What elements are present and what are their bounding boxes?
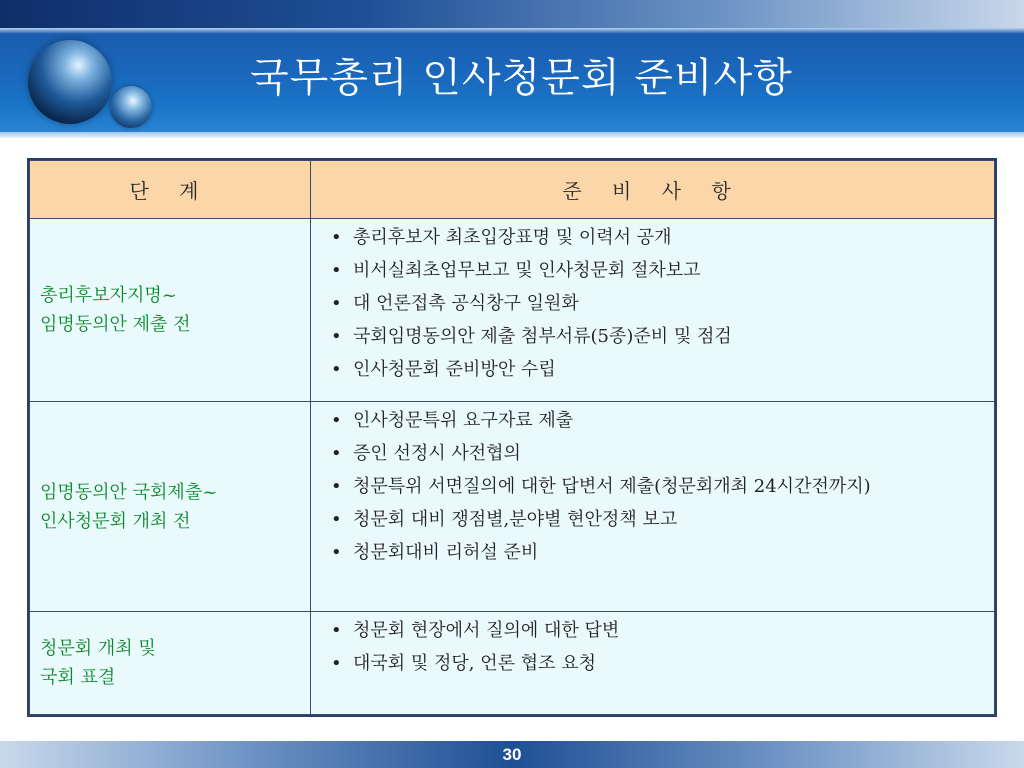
bullet-icon: • — [331, 359, 342, 380]
list-item — [331, 225, 984, 250]
globe-orb-large-icon — [28, 40, 112, 124]
stage-line: 임명동의안 제출 전 — [40, 314, 191, 335]
list-item-text: 인사청문특위 요구자료 제출 — [353, 410, 574, 431]
list-item-text: 국회임명동의안 제출 첨부서류(5종)준비 및 점검 — [353, 326, 732, 347]
list-item — [331, 651, 984, 676]
list-item — [331, 408, 984, 433]
list-item — [331, 618, 984, 643]
list-item — [331, 441, 984, 466]
items-cell — [311, 219, 995, 402]
stage-line: 임명동의안 국회제출~ — [40, 481, 218, 503]
stage-line: 국회 표결 — [40, 667, 116, 688]
bullet-icon: • — [331, 653, 342, 674]
list-item — [331, 474, 984, 499]
list-item-text: 비서실최초업무보고 및 인사청문회 절차보고 — [353, 260, 701, 281]
list-item-text: 대 언론접촉 공식창구 일원화 — [353, 293, 579, 314]
list-item — [331, 540, 984, 565]
list-item — [331, 507, 984, 532]
title-banner-underline — [0, 132, 1024, 138]
list-item-text: 청문회 대비 쟁점별,분야별 현안정책 보고 — [353, 509, 678, 530]
page-number: 30 — [502, 745, 522, 764]
globe-orb-small-icon — [110, 86, 152, 128]
column-header-preparations: 준 비 사 항 — [311, 161, 995, 219]
bullet-icon: • — [331, 620, 342, 641]
stage-cell — [30, 402, 311, 612]
list-item-text: 총리후보자 최초입장표명 및 이력서 공개 — [353, 227, 672, 248]
table-header-row — [30, 161, 995, 219]
bullet-icon: • — [331, 443, 342, 464]
list-item-text: 대국회 및 정당, 언론 협조 요청 — [353, 653, 596, 674]
items-cell — [311, 402, 995, 612]
list-item-text: 증인 선정시 사전협의 — [353, 443, 521, 464]
stage-cell — [30, 219, 311, 402]
list-item-text: 인사청문회 준비방안 수립 — [353, 359, 556, 380]
bullet-icon: • — [331, 542, 342, 563]
items-cell — [311, 612, 995, 715]
bullet-icon: • — [331, 326, 342, 347]
list-item — [331, 357, 984, 382]
table-row — [30, 219, 995, 402]
stage-line: 총리후보자지명~ — [40, 285, 177, 306]
bullet-icon: • — [331, 227, 342, 248]
preparation-list — [331, 225, 984, 382]
table-row — [30, 402, 995, 612]
column-header-stage: 단 계 — [30, 161, 311, 219]
preparation-list — [331, 618, 984, 676]
list-item — [331, 258, 984, 283]
bullet-icon: • — [331, 410, 342, 431]
bullet-icon: • — [331, 293, 342, 314]
table-row — [30, 612, 995, 715]
top-decorative-strip — [0, 0, 1024, 28]
stage-cell — [30, 612, 311, 715]
bullet-icon: • — [331, 476, 342, 497]
bullet-icon: • — [331, 260, 342, 281]
bullet-icon: • — [331, 509, 342, 530]
list-item-text: 청문특위 서면질의에 대한 답변서 제출(청문회개최 24시간전까지) — [353, 476, 871, 497]
list-item — [331, 324, 984, 349]
preparation-list — [331, 408, 984, 565]
stage-line: 인사청문회 개최 전 — [40, 510, 191, 532]
page-title: 국무총리 인사청문회 준비사항 — [250, 55, 793, 101]
list-item-text: 청문회대비 리허설 준비 — [353, 542, 539, 563]
preparation-table — [27, 158, 997, 717]
list-item — [331, 291, 984, 316]
list-item-text: 청문회 현장에서 질의에 대한 답변 — [353, 620, 620, 641]
stage-line: 청문회 개최 및 — [40, 638, 156, 659]
title-banner-highlight — [0, 28, 1024, 34]
